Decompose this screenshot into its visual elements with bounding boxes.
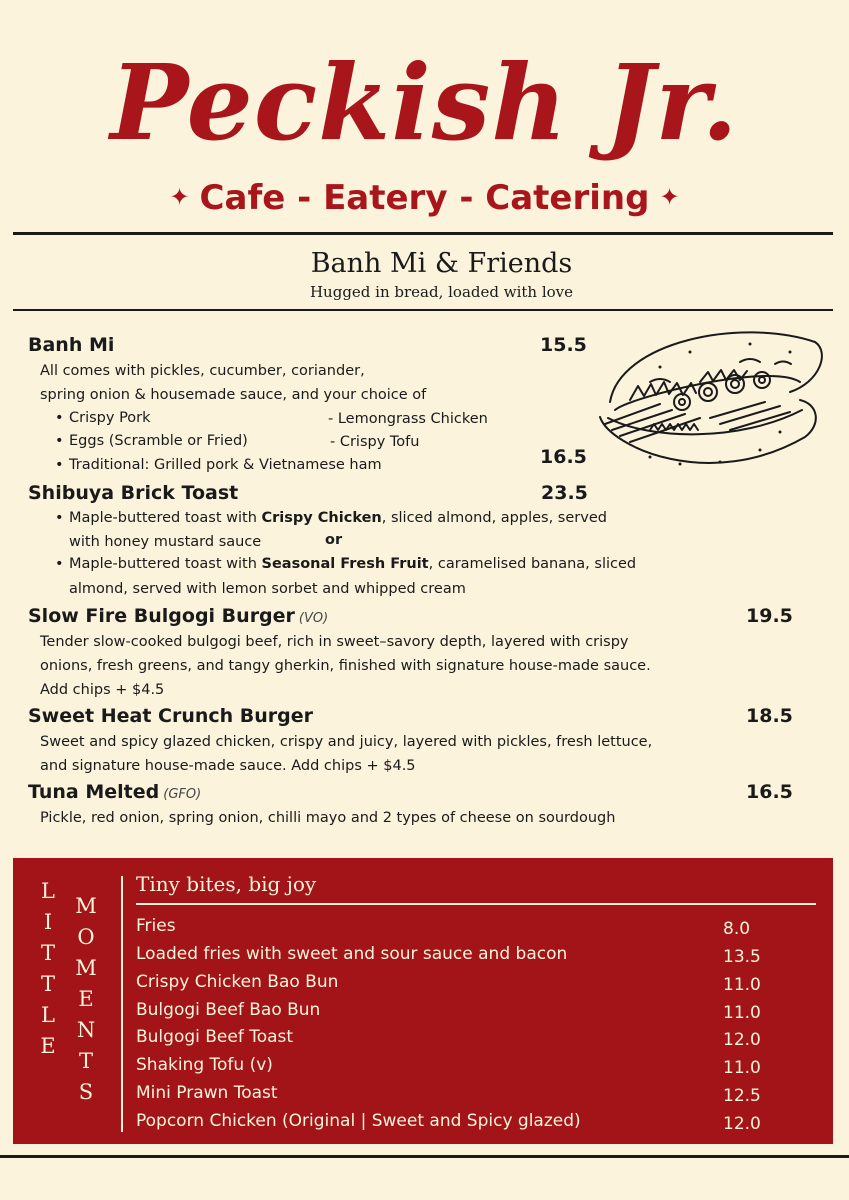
banh-mi-illustration [590,322,830,482]
item-price-banh-mi: 15.5 [540,334,587,356]
item-name-tuna-melted: Tuna Melted (GFO) [28,781,202,803]
list-item-price: 12.0 [723,1030,761,1050]
list-item-price: 11.0 [723,1058,761,1078]
list-item-price: 11.0 [723,1003,761,1023]
option-crispy-pork: • Crispy Pork [69,407,151,431]
item-price-sweet-heat-burger: 18.5 [746,705,793,727]
item-addon-bulgogi-burger: Add chips + $4.5 [40,682,165,698]
list-item-price: 12.5 [723,1086,761,1106]
restaurant-title: Peckish Jr. [110,41,739,164]
item-desc-banh-mi: All comes with pickles, cucumber, coriander, [40,363,365,379]
item-name-sweet-heat-burger: Sweet Heat Crunch Burger [28,705,314,727]
item-desc-banh-mi: spring onion & housemade sauce, and your choice of [40,387,427,403]
list-item-name: Popcorn Chicken (Original | Sweet and Spicy glazed) [136,1111,581,1131]
item-price-banh-mi-alt: 16.5 [540,446,587,468]
brick-toast-or: or [325,532,343,548]
item-desc-sweet-heat-burger: and signature house-made sauce. Add chips + $4.5 [40,758,416,774]
list-item-name: Bulgogi Beef Bao Bun [136,1000,321,1020]
footer-divider [0,1155,849,1158]
brick-toast-option-1: • Maple-buttered toast with Crispy Chicken, sliced almond, apples, served [69,507,607,531]
list-item-name: Crispy Chicken Bao Bun [136,972,339,992]
section-title: Banh Mi & Friends [310,248,573,279]
item-desc-tuna-melted: Pickle, red onion, spring onion, chilli mayo and 2 types of cheese on sourdough [40,810,616,826]
list-item-price: 13.5 [723,947,761,967]
section-subtitle: Hugged in bread, loaded with love [309,283,574,301]
list-item-name: Fries [136,916,176,936]
little-moments-rule [136,903,816,905]
vertical-word-moments: M O M E N T S [75,894,97,1104]
list-item-price: 11.0 [723,975,761,995]
brick-toast-option-1-line2: with honey mustard sauce [69,534,262,550]
list-item-name: Mini Prawn Toast [136,1083,278,1103]
vertical-word-little: L I T T L E [40,879,56,1058]
item-price-brick-toast: 23.5 [541,482,588,504]
header-divider [13,232,833,235]
item-price-tuna-melted: 16.5 [746,781,793,803]
list-item-name: Loaded fries with sweet and sour sauce and bacon [136,944,568,964]
option-traditional: • Traditional: Grilled pork & Vietnamese ham [69,454,382,478]
list-item-name: Shaking Tofu (v) [136,1055,273,1075]
list-item-price: 12.0 [723,1114,761,1134]
item-desc-sweet-heat-burger: Sweet and spicy glazed chicken, crispy and juicy, layered with pickles, fresh lettuce, [40,734,653,750]
list-item-name: Bulgogi Beef Toast [136,1027,294,1047]
item-name-bulgogi-burger: Slow Fire Bulgogi Burger (VO) [28,605,329,627]
option-lemongrass-chicken: - Lemongrass Chicken [328,411,488,427]
dietary-tag: (GFO) [163,787,202,802]
item-desc-bulgogi-burger: onions, fresh greens, and tangy gherkin, finished with signature house-made sauce. [40,658,651,674]
sparkle-icon: ✦ [169,183,190,211]
list-item-price: 8.0 [723,919,751,939]
item-desc-bulgogi-burger: Tender slow-cooked bulgogi beef, rich in sweet–savory depth, layered with crispy [40,634,629,650]
option-eggs: • Eggs (Scramble or Fried) [69,430,248,454]
item-name-brick-toast: Shibuya Brick Toast [28,482,239,504]
dietary-tag: (VO) [298,611,329,626]
brick-toast-option-2-line2: almond, served with lemon sorbet and whipped cream [69,581,466,597]
little-moments-title: Tiny bites, big joy [136,872,317,896]
panel-vertical-divider [121,876,123,1132]
restaurant-subtitle [0,174,849,221]
option-crispy-tofu: - Crispy Tofu [330,434,420,450]
sparkle-icon: ✦ [659,183,680,211]
section-divider [13,309,833,311]
item-name-banh-mi: Banh Mi [28,334,115,356]
subtitle-text: Cafe - Eatery - Catering [199,178,650,218]
brick-toast-option-2: • Maple-buttered toast with Seasonal Fresh Fruit, caramelised banana, sliced [69,553,636,577]
item-price-bulgogi-burger: 19.5 [746,605,793,627]
